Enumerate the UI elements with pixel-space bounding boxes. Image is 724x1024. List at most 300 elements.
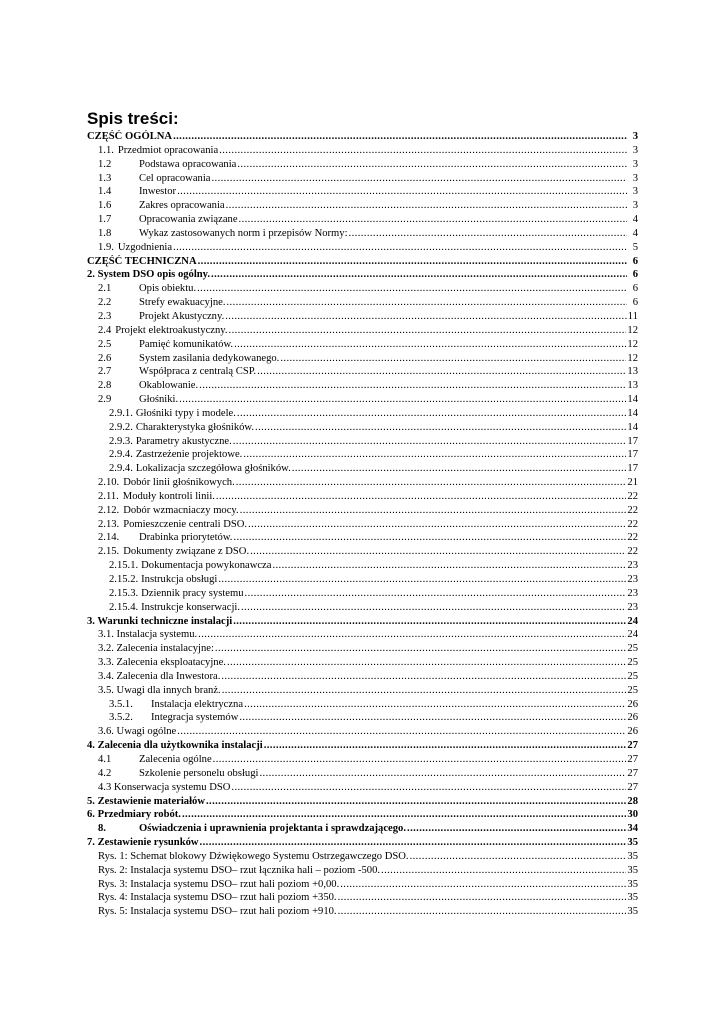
toc-entry-text: Głośniki.	[139, 394, 179, 406]
toc-entry-text: Pamięć komunikatów.	[139, 338, 234, 350]
toc-entry[interactable]	[87, 559, 638, 573]
toc-entry-number: 4.1	[98, 753, 112, 765]
toc-leader-dots	[233, 615, 626, 629]
toc-page-number: 34	[627, 823, 638, 835]
toc-entry-text: Opis obiektu.	[139, 283, 197, 295]
toc-entry-label	[98, 185, 176, 199]
toc-entry[interactable]	[87, 352, 638, 366]
toc-entry-label	[98, 338, 233, 352]
toc-page-number: 12	[627, 352, 638, 364]
toc-leader-dots	[179, 393, 626, 407]
toc-entry-text: 3. Warunki techniczne instalacji	[87, 615, 233, 627]
toc-page-number: 25	[627, 684, 638, 696]
toc-page-number: 35	[627, 850, 638, 862]
toc-leader-dots	[237, 158, 627, 172]
toc-page-number: 17	[627, 449, 638, 461]
toc-page-number: 14	[627, 421, 638, 433]
toc-entry-label	[98, 213, 238, 227]
toc-page-number: 6	[632, 283, 638, 295]
toc-entry-label	[98, 199, 225, 213]
toc-entry-text: Zastrzeżenie projektowe.	[135, 449, 243, 461]
toc-leader-dots	[216, 490, 626, 504]
toc-page-number: 22	[627, 518, 638, 530]
toc-entry-text: CZĘŚĆ TECHNICZNA	[87, 255, 197, 267]
toc-entry[interactable]	[87, 518, 638, 532]
toc-leader-dots	[272, 559, 626, 573]
toc-entry-label	[87, 268, 210, 282]
toc-entry-label	[98, 365, 256, 379]
toc-entry-label	[109, 462, 291, 476]
toc-entry-label	[98, 905, 337, 919]
toc-entry-text: Współpraca z centralą CSP.	[139, 366, 257, 378]
toc-leader-dots	[381, 864, 626, 878]
toc-entry-number: 2.11.	[98, 490, 119, 502]
toc-leader-dots	[410, 850, 627, 864]
toc-entry-number: 2.9	[98, 394, 112, 406]
toc-entry-label	[98, 476, 235, 490]
toc-page-number: 17	[627, 435, 638, 447]
toc-entry[interactable]	[87, 836, 638, 850]
toc-leader-dots	[226, 296, 627, 310]
toc-entry-number: 2.9.4.	[109, 463, 133, 475]
toc-entry[interactable]	[87, 490, 638, 504]
toc-entry-text: 3.4. Zalecenia dla Inwestora.	[98, 670, 221, 682]
toc-entry-label	[98, 241, 172, 255]
toc-leader-dots	[233, 435, 627, 449]
toc-entry-number: 1.3	[98, 172, 112, 184]
toc-entry[interactable]	[87, 476, 638, 490]
toc-page-number: 24	[627, 615, 638, 627]
toc-entry[interactable]	[87, 504, 638, 518]
toc-entry[interactable]	[87, 268, 638, 282]
toc-entry-number: 8.	[98, 823, 106, 835]
toc-entry-text: Dokumentacja powykonawcza	[141, 560, 272, 572]
toc-entry-label	[98, 393, 178, 407]
toc-entry[interactable]	[87, 753, 638, 767]
toc-leader-dots	[255, 421, 626, 435]
toc-page-number: 21	[627, 477, 638, 489]
toc-entry-number: 3.5.1.	[109, 698, 133, 710]
toc-entry[interactable]	[87, 698, 638, 712]
toc-leader-dots	[292, 462, 627, 476]
toc-page-number: 35	[627, 837, 638, 849]
toc-entry[interactable]	[87, 379, 638, 393]
toc-entry-text: Okablowanie.	[139, 380, 199, 392]
toc-leader-dots	[340, 878, 626, 892]
toc-entry-label	[109, 698, 243, 712]
toc-entry[interactable]	[87, 822, 638, 836]
toc-entry-text: 7. Zestawienie rysunków	[87, 837, 199, 849]
toc-page-number: 23	[627, 560, 638, 572]
toc-entry-label	[98, 531, 232, 545]
toc-entry-text: Projekt elektroakustyczny.	[115, 324, 228, 336]
toc-entry-label	[98, 850, 409, 864]
toc-entry-label	[87, 130, 172, 144]
toc-leader-dots	[227, 656, 626, 670]
toc-entry[interactable]	[87, 531, 638, 545]
toc-entry-label	[98, 753, 212, 767]
toc-leader-dots	[222, 684, 627, 698]
toc-leader-dots	[407, 822, 626, 836]
toc-entry-text: Rys. 2: Instalacja systemu DSO– rzut łącznika hali – poziom -500.	[98, 864, 381, 876]
toc-entry[interactable]	[87, 628, 638, 642]
toc-entry-text: CZĘŚĆ OGÓLNA	[87, 131, 173, 142]
toc-entry-number: 3.5.2.	[109, 712, 133, 724]
toc-leader-dots	[259, 767, 626, 781]
toc-entry[interactable]	[87, 767, 638, 781]
toc-leader-dots	[243, 448, 626, 462]
toc-entry-label	[87, 795, 205, 809]
toc-page-number: 6	[632, 269, 638, 281]
toc-page-number: 35	[627, 864, 638, 876]
toc-entry-number: 2.9.1.	[109, 407, 133, 419]
toc-leader-dots	[264, 739, 627, 753]
toc-entry-text: Charakterystyka głośników.	[135, 421, 255, 433]
toc-entry[interactable]	[87, 255, 638, 269]
toc-page-number: 6	[632, 297, 638, 309]
toc-entry-text: Instalacja elektryczna	[151, 698, 244, 710]
toc-page-number: 23	[627, 601, 638, 613]
toc-entry[interactable]	[87, 615, 638, 629]
toc-entry-text: Opracowania związane	[139, 214, 238, 226]
toc-leader-dots	[239, 213, 627, 227]
toc-leader-dots	[197, 282, 627, 296]
toc-entry-text: Zakres opracowania	[139, 200, 225, 212]
toc-entry-text: Oświadczenia i uprawnienia projektanta i sprawdzającego.	[139, 823, 407, 835]
toc-entry-text: Głośniki typy i modele.	[135, 407, 236, 419]
toc-entry-label	[87, 836, 199, 850]
toc-entry-text: Rys. 5: Instalacja systemu DSO– rzut hali poziom +910.	[98, 906, 337, 918]
toc-entry-label	[98, 656, 226, 670]
toc-entry[interactable]	[87, 393, 638, 407]
toc-entry-text: 5. Zestawienie materiałów	[87, 795, 205, 807]
toc-page-number: 3	[632, 200, 638, 212]
toc-page-number: 3	[632, 172, 638, 184]
toc-entry-text: Wykaz zastosowanych norm i przepisów Normy:	[139, 227, 348, 239]
toc-entry[interactable]	[87, 421, 638, 435]
toc-entry-number: 2.15.3.	[109, 587, 139, 599]
toc-leader-dots	[250, 545, 626, 559]
toc-entry-label	[109, 448, 242, 462]
toc-entry-number: 2.2	[98, 297, 112, 309]
toc-entry[interactable]	[87, 725, 638, 739]
toc-entry[interactable]	[87, 891, 638, 905]
toc-entry-label	[98, 642, 214, 656]
toc-page-number: 35	[627, 878, 638, 890]
toc-entry-text: Instrukcja obsługi	[141, 574, 218, 585]
toc-entry[interactable]	[87, 144, 638, 158]
toc-leader-dots	[241, 601, 626, 615]
toc-entry-label	[109, 559, 271, 573]
toc-page-number: 25	[627, 643, 638, 655]
toc-entry[interactable]	[87, 158, 638, 172]
toc-entry-text: Dobór linii głośnikowych.	[123, 477, 235, 489]
toc-entry-number: 2.15.4.	[109, 601, 139, 613]
toc-entry-number: 2.4	[98, 324, 112, 336]
toc-page-number: 17	[627, 463, 638, 475]
toc-page-number: 30	[627, 809, 638, 821]
toc-entry-number: 1.8	[98, 227, 112, 239]
toc-entry-label	[109, 587, 244, 601]
toc-page-number: 27	[627, 753, 638, 765]
toc-entry-text: Instrukcje konserwacji.	[141, 601, 240, 613]
toc-entry[interactable]	[87, 199, 638, 213]
toc-leader-dots	[234, 338, 626, 352]
toc-entry[interactable]	[87, 601, 638, 615]
toc-entry-label	[87, 615, 232, 629]
toc-entry-label	[98, 310, 224, 324]
toc-entry-label	[98, 822, 406, 836]
toc-entry-label	[98, 296, 225, 310]
toc-entry-number: 2.9.4.	[109, 449, 133, 461]
toc-leader-dots	[233, 531, 626, 545]
toc-entry-text: Rys. 3: Instalacja systemu DSO– rzut hali poziom +0,00.	[98, 878, 340, 890]
toc-entry-label	[98, 518, 247, 532]
toc-page-number: 22	[627, 490, 638, 502]
toc-entry[interactable]	[87, 172, 638, 186]
toc-page-number: 35	[627, 892, 638, 904]
toc-entry[interactable]	[87, 407, 638, 421]
toc-entry-text: Zalecenia ogólne	[139, 753, 212, 765]
toc-entry-number: 2.15.2.	[109, 574, 139, 585]
toc-entry[interactable]	[87, 864, 638, 878]
toc-entry-number: 2.7	[98, 366, 112, 378]
toc-entry-text: 3.3. Zalecenia eksploatacyjne.	[98, 657, 226, 669]
toc-page-number: 26	[627, 712, 638, 724]
toc-leader-dots	[226, 199, 627, 213]
toc-entry-label	[98, 324, 228, 338]
toc-entry[interactable]	[87, 781, 638, 795]
toc-page-number: 3	[632, 131, 638, 142]
toc-leader-dots	[199, 379, 626, 393]
toc-entry-label	[98, 352, 279, 366]
toc-entry-text: 3.5. Uwagi dla innych branż.	[98, 684, 221, 696]
toc-entry-label	[109, 711, 238, 725]
toc-entry-text: Dokumenty związane z DSO.	[123, 546, 250, 558]
toc-entry-text: 3.1. Instalacja systemu.	[98, 629, 198, 641]
toc-entry-number: 2.6	[98, 352, 112, 364]
toc-page-number: 27	[627, 740, 638, 752]
toc-page-number: 24	[627, 629, 638, 641]
toc-entry[interactable]	[87, 324, 638, 338]
toc-entry-number: 2.14.	[98, 532, 120, 544]
toc-entry-text: Moduły kontroli linii.	[122, 490, 215, 502]
toc-entry-number: 1.6	[98, 200, 112, 212]
toc-entry[interactable]	[87, 365, 638, 379]
toc-entry[interactable]	[87, 296, 638, 310]
toc-entry[interactable]	[87, 448, 638, 462]
toc-page-number: 23	[627, 587, 638, 599]
toc-entry-label	[87, 808, 181, 822]
toc-entry-label	[98, 725, 176, 739]
toc-leader-dots	[229, 324, 627, 338]
toc-page-number: 12	[627, 338, 638, 350]
toc-leader-dots	[257, 365, 626, 379]
toc-entry-text: Dziennik pracy systemu	[141, 587, 244, 599]
toc-page-number: 23	[627, 574, 638, 585]
toc-page-number: 22	[627, 504, 638, 516]
toc-page-number: 13	[627, 380, 638, 392]
toc-entry-label	[109, 573, 217, 587]
toc-leader-dots	[198, 628, 626, 642]
toc-entry[interactable]	[87, 905, 638, 919]
toc-entry-label	[98, 504, 239, 518]
toc-entry[interactable]	[87, 670, 638, 684]
toc-entry[interactable]	[87, 850, 638, 864]
toc-page-number: 5	[632, 241, 638, 253]
toc-page-number: 6	[632, 255, 638, 267]
toc-entry-label	[109, 601, 240, 615]
toc-entry[interactable]	[87, 462, 638, 476]
toc-leader-dots	[173, 241, 627, 255]
toc-entry[interactable]	[87, 795, 638, 809]
toc-entry-number: 2.15.1.	[109, 560, 139, 572]
table-of-contents	[87, 130, 638, 919]
toc-entry[interactable]	[87, 241, 638, 255]
toc-page-number: 3	[632, 186, 638, 198]
toc-entry-number: 2.3	[98, 310, 112, 322]
toc-entry-text: Drabinka priorytetów.	[139, 532, 233, 544]
toc-entry-text: Rys. 1: Schemat blokowy Dźwiękowego Systemu Ostrzegawczego DSO.	[98, 850, 409, 862]
toc-entry-text: Uzgodnienia	[117, 241, 173, 253]
toc-entry-text: Integracja systemów	[151, 712, 239, 724]
toc-entry-number: 1.7	[98, 214, 112, 226]
toc-entry-label	[98, 158, 236, 172]
toc-page-number: 22	[627, 532, 638, 544]
toc-entry-number: 2.13.	[98, 518, 120, 530]
toc-page-number: 27	[627, 781, 638, 793]
toc-entry-number: 2.1	[98, 283, 112, 295]
toc-entry[interactable]	[87, 435, 638, 449]
toc-entry-label	[98, 490, 215, 504]
toc-entry-label	[98, 379, 198, 393]
toc-entry-label	[98, 628, 197, 642]
toc-entry[interactable]	[87, 656, 638, 670]
toc-entry[interactable]	[87, 587, 638, 601]
toc-leader-dots	[239, 711, 626, 725]
toc-entry[interactable]	[87, 808, 638, 822]
toc-entry-label	[98, 172, 210, 186]
toc-leader-dots	[206, 795, 626, 809]
toc-leader-dots	[173, 130, 627, 144]
toc-leader-dots	[280, 352, 626, 366]
toc-leader-dots	[237, 407, 627, 421]
toc-leader-dots	[198, 255, 627, 269]
toc-page-number: 28	[627, 795, 638, 807]
toc-entry-number: 4.2	[98, 767, 112, 779]
toc-entry-text: Przedmiot opracowania	[117, 144, 219, 156]
toc-entry[interactable]	[87, 213, 638, 227]
toc-page-number: 26	[627, 698, 638, 710]
toc-entry-number: 2.10.	[98, 477, 120, 489]
toc-entry-label	[109, 421, 254, 435]
toc-leader-dots	[225, 310, 627, 324]
toc-entry-number: 2.9.3.	[109, 435, 133, 447]
toc-entry[interactable]	[87, 545, 638, 559]
toc-entry-label	[98, 144, 218, 158]
toc-leader-dots	[219, 144, 627, 158]
toc-entry[interactable]	[87, 310, 638, 324]
toc-entry[interactable]	[87, 642, 638, 656]
toc-entry-text: Podstawa opracowania	[139, 158, 237, 170]
toc-entry[interactable]	[87, 338, 638, 352]
toc-page-number: 27	[627, 767, 638, 779]
toc-entry-number: 2.9.2.	[109, 421, 133, 433]
toc-entry-text: Dobór wzmacniaczy mocy.	[123, 504, 239, 516]
toc-entry-text: 3.6. Uwagi ogólne	[98, 726, 177, 738]
toc-leader-dots	[244, 698, 626, 712]
toc-entry[interactable]	[87, 282, 638, 296]
toc-page-number: 25	[627, 657, 638, 669]
toc-entry-number: 2.12.	[98, 504, 120, 516]
toc-page-number: 14	[627, 407, 638, 419]
toc-entry[interactable]	[87, 739, 638, 753]
toc-entry[interactable]	[87, 185, 638, 199]
toc-entry-text: Rys. 4: Instalacja systemu DSO– rzut hali poziom +350.	[98, 892, 337, 904]
toc-page-number: 11	[627, 310, 638, 322]
toc-entry[interactable]	[87, 684, 638, 698]
toc-entry-number: 1.4	[98, 186, 112, 198]
toc-entry-text: Projekt Akustyczny.	[139, 310, 225, 322]
toc-entry[interactable]	[87, 711, 638, 725]
toc-entry-label	[98, 891, 337, 905]
toc-entry-label	[87, 255, 197, 269]
toc-leader-dots	[338, 905, 627, 919]
toc-entry[interactable]	[87, 573, 638, 587]
toc-page-number: 4	[632, 214, 638, 226]
toc-entry-label	[98, 684, 221, 698]
toc-entry-number: 2.8	[98, 380, 112, 392]
toc-leader-dots	[177, 725, 626, 739]
toc-entry-label	[98, 781, 230, 795]
toc-entry[interactable]	[87, 227, 638, 241]
toc-leader-dots	[200, 836, 627, 850]
toc-entry-label	[98, 670, 220, 684]
toc-leader-dots	[349, 227, 627, 241]
toc-entry-label	[87, 739, 263, 753]
toc-entry-text: Szkolenie personelu obsługi	[139, 767, 259, 779]
toc-leader-dots	[248, 518, 626, 532]
toc-entry[interactable]	[87, 130, 638, 144]
toc-leader-dots	[211, 172, 627, 186]
toc-entry-number: 2.5	[98, 338, 112, 350]
toc-entry-number: 1.9.	[98, 241, 114, 253]
toc-leader-dots	[211, 268, 627, 282]
toc-entry-text: 4. Zalecenia dla użytkownika instalacji	[87, 740, 263, 752]
toc-entry-text: Parametry akustyczne.	[135, 435, 232, 447]
toc-entry-label	[98, 767, 258, 781]
toc-leader-dots	[221, 670, 626, 684]
toc-entry-text: 2. System DSO opis ogólny.	[87, 269, 211, 281]
toc-leader-dots	[213, 753, 627, 767]
toc-entry[interactable]	[87, 878, 638, 892]
toc-entry-text: Cel opracowania	[139, 172, 211, 184]
toc-title: Spis treści:	[87, 109, 179, 128]
toc-entry-number: 1.1.	[98, 144, 114, 156]
toc-entry-text: Pomieszczenie centrali DSO.	[123, 518, 248, 530]
toc-entry-number: 2.15.	[98, 546, 120, 558]
toc-leader-dots	[240, 504, 627, 518]
toc-entry-text: Strefy ewakuacyjne.	[139, 297, 226, 309]
toc-page-number: 3	[632, 158, 638, 170]
toc-entry-text: 4.3 Konserwacja systemu DSO	[98, 781, 231, 793]
toc-entry-label	[98, 878, 339, 892]
toc-entry-label	[109, 435, 232, 449]
toc-page-number: 14	[627, 394, 638, 406]
toc-page-number: 13	[627, 366, 638, 378]
toc-entry-text: 6. Przedmiary robót.	[87, 809, 181, 821]
toc-leader-dots	[338, 891, 627, 905]
